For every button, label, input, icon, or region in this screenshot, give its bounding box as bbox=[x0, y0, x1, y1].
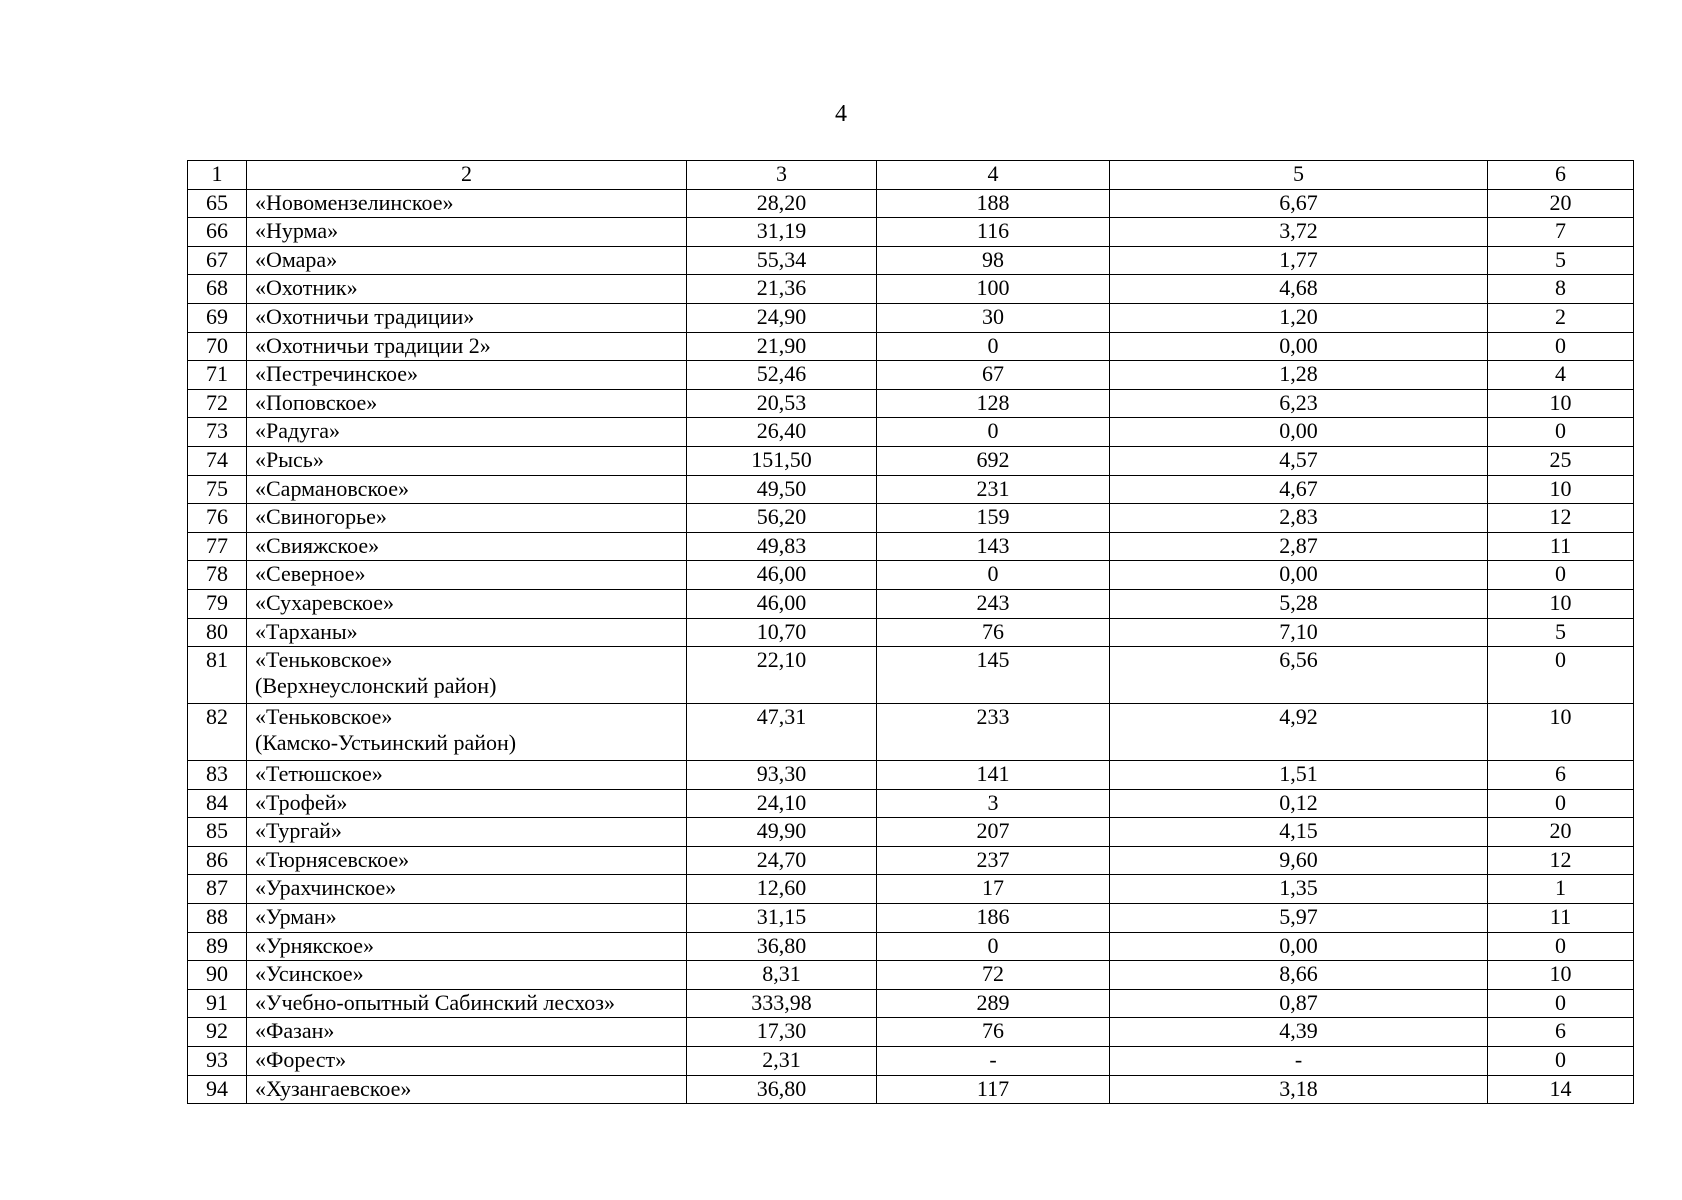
value-cell-col3: 24,90 bbox=[687, 303, 877, 332]
value-cell-col4: 141 bbox=[877, 761, 1110, 790]
value-cell-col6: 10 bbox=[1488, 389, 1634, 418]
name-cell bbox=[247, 189, 687, 218]
table-row bbox=[188, 704, 1634, 761]
name-text: «Усинское» bbox=[255, 961, 364, 987]
value-cell-col6: 0 bbox=[1488, 989, 1634, 1018]
name-text: «Рысь» bbox=[255, 446, 324, 472]
value-cell-col5: 0,00 bbox=[1110, 332, 1488, 361]
name-subtext: (Камско-Устьинский район) bbox=[255, 730, 517, 756]
name-text: «Омара» bbox=[255, 246, 338, 272]
value-cell-col5: 6,56 bbox=[1110, 647, 1488, 704]
table-row bbox=[188, 1047, 1634, 1076]
value-cell-col4: 0 bbox=[877, 561, 1110, 590]
row-number-cell: 90 bbox=[188, 961, 247, 990]
name-cell bbox=[247, 332, 687, 361]
value-cell-col4: 145 bbox=[877, 647, 1110, 704]
row-number-cell: 67 bbox=[188, 246, 247, 275]
row-number-cell: 73 bbox=[188, 418, 247, 447]
name-cell bbox=[247, 418, 687, 447]
value-cell-col5: 2,83 bbox=[1110, 504, 1488, 533]
row-number-cell: 77 bbox=[188, 532, 247, 561]
value-cell-col6: 10 bbox=[1488, 961, 1634, 990]
row-number-cell: 81 bbox=[188, 647, 247, 704]
table-row bbox=[188, 1075, 1634, 1104]
value-cell-col3: 31,15 bbox=[687, 904, 877, 933]
value-cell-col4: 116 bbox=[877, 218, 1110, 247]
table-row bbox=[188, 618, 1634, 647]
value-cell-col3: 46,00 bbox=[687, 561, 877, 590]
value-cell-col4: 207 bbox=[877, 818, 1110, 847]
value-cell-col3: 36,80 bbox=[687, 1075, 877, 1104]
value-cell-col3: 12,60 bbox=[687, 875, 877, 904]
value-cell-col6: 12 bbox=[1488, 504, 1634, 533]
value-cell-col6: 8 bbox=[1488, 275, 1634, 304]
name-cell bbox=[247, 361, 687, 390]
value-cell-col5: 4,39 bbox=[1110, 1018, 1488, 1047]
value-cell-col5: 5,28 bbox=[1110, 589, 1488, 618]
header-cell: 2 bbox=[247, 161, 687, 190]
table-row bbox=[188, 389, 1634, 418]
value-cell-col6: 12 bbox=[1488, 846, 1634, 875]
value-cell-col3: 21,36 bbox=[687, 275, 877, 304]
table-row bbox=[188, 961, 1634, 990]
value-cell-col3: 36,80 bbox=[687, 932, 877, 961]
value-cell-col4: 128 bbox=[877, 389, 1110, 418]
header-cell: 5 bbox=[1110, 161, 1488, 190]
value-cell-col3: 52,46 bbox=[687, 361, 877, 390]
row-number-cell: 72 bbox=[188, 389, 247, 418]
table-row bbox=[188, 989, 1634, 1018]
row-number-cell: 68 bbox=[188, 275, 247, 304]
name-cell bbox=[247, 589, 687, 618]
name-text: «Сухаревское» bbox=[255, 589, 394, 615]
value-cell-col4: 76 bbox=[877, 618, 1110, 647]
table-row bbox=[188, 761, 1634, 790]
value-cell-col4: 233 bbox=[877, 704, 1110, 761]
value-cell-col6: 20 bbox=[1488, 818, 1634, 847]
table-row bbox=[188, 561, 1634, 590]
table-row bbox=[188, 475, 1634, 504]
table-row bbox=[188, 532, 1634, 561]
value-cell-col6: 6 bbox=[1488, 761, 1634, 790]
value-cell-col6: 11 bbox=[1488, 904, 1634, 933]
value-cell-col3: 49,50 bbox=[687, 475, 877, 504]
value-cell-col3: 24,10 bbox=[687, 789, 877, 818]
value-cell-col6: 0 bbox=[1488, 332, 1634, 361]
value-cell-col3: 28,20 bbox=[687, 189, 877, 218]
value-cell-col4: 30 bbox=[877, 303, 1110, 332]
name-cell bbox=[247, 875, 687, 904]
value-cell-col6: 2 bbox=[1488, 303, 1634, 332]
name-text: «Трофей» bbox=[255, 789, 348, 815]
row-number-cell: 76 bbox=[188, 504, 247, 533]
name-text: «Нурма» bbox=[255, 218, 339, 244]
value-cell-col5: 6,67 bbox=[1110, 189, 1488, 218]
value-cell-col6: 6 bbox=[1488, 1018, 1634, 1047]
name-text: «Форест» bbox=[255, 1047, 347, 1073]
name-cell bbox=[247, 1047, 687, 1076]
value-cell-col5: 0,00 bbox=[1110, 561, 1488, 590]
value-cell-col6: 10 bbox=[1488, 589, 1634, 618]
name-text: «Свияжское» bbox=[255, 532, 380, 558]
header-cell: 3 bbox=[687, 161, 877, 190]
name-cell bbox=[247, 532, 687, 561]
value-cell-col5: 7,10 bbox=[1110, 618, 1488, 647]
value-cell-col6: 1 bbox=[1488, 875, 1634, 904]
name-cell bbox=[247, 303, 687, 332]
value-cell-col6: 10 bbox=[1488, 704, 1634, 761]
value-cell-col4: 143 bbox=[877, 532, 1110, 561]
data-table bbox=[187, 160, 1634, 1104]
name-cell bbox=[247, 932, 687, 961]
name-text: «Фазан» bbox=[255, 1018, 335, 1044]
value-cell-col6: 0 bbox=[1488, 418, 1634, 447]
value-cell-col6: 7 bbox=[1488, 218, 1634, 247]
value-cell-col4: 289 bbox=[877, 989, 1110, 1018]
value-cell-col6: 11 bbox=[1488, 532, 1634, 561]
value-cell-col5: 0,12 bbox=[1110, 789, 1488, 818]
value-cell-col4: 117 bbox=[877, 1075, 1110, 1104]
value-cell-col6: 0 bbox=[1488, 647, 1634, 704]
name-cell bbox=[247, 389, 687, 418]
name-text: «Учебно-опытный Сабинский лесхоз» bbox=[255, 989, 615, 1015]
row-number-cell: 65 bbox=[188, 189, 247, 218]
table-row bbox=[188, 218, 1634, 247]
value-cell-col6: 10 bbox=[1488, 475, 1634, 504]
value-cell-col4: 0 bbox=[877, 932, 1110, 961]
name-text: «Новомензелинское» bbox=[255, 189, 454, 215]
name-cell bbox=[247, 1075, 687, 1104]
value-cell-col3: 49,90 bbox=[687, 818, 877, 847]
table-row bbox=[188, 246, 1634, 275]
value-cell-col3: 22,10 bbox=[687, 647, 877, 704]
value-cell-col4: 100 bbox=[877, 275, 1110, 304]
value-cell-col3: 47,31 bbox=[687, 704, 877, 761]
row-number-cell: 85 bbox=[188, 818, 247, 847]
name-text: «Урман» bbox=[255, 904, 337, 930]
value-cell-col5: 3,72 bbox=[1110, 218, 1488, 247]
name-cell bbox=[247, 246, 687, 275]
name-subtext: (Верхнеуслонский район) bbox=[255, 673, 497, 699]
row-number-cell: 84 bbox=[188, 789, 247, 818]
table-row bbox=[188, 647, 1634, 704]
value-cell-col5: 4,67 bbox=[1110, 475, 1488, 504]
value-cell-col5: 4,15 bbox=[1110, 818, 1488, 847]
value-cell-col4: 186 bbox=[877, 904, 1110, 933]
value-cell-col5: 9,60 bbox=[1110, 846, 1488, 875]
value-cell-col3: 333,98 bbox=[687, 989, 877, 1018]
value-cell-col5: 1,20 bbox=[1110, 303, 1488, 332]
value-cell-col6: 20 bbox=[1488, 189, 1634, 218]
name-cell bbox=[247, 504, 687, 533]
value-cell-col3: 21,90 bbox=[687, 332, 877, 361]
name-cell bbox=[247, 904, 687, 933]
value-cell-col3: 10,70 bbox=[687, 618, 877, 647]
row-number-cell: 86 bbox=[188, 846, 247, 875]
value-cell-col4: 692 bbox=[877, 446, 1110, 475]
value-cell-col6: 5 bbox=[1488, 618, 1634, 647]
name-text: «Тургай» bbox=[255, 818, 342, 844]
row-number-cell: 78 bbox=[188, 561, 247, 590]
table-row bbox=[188, 789, 1634, 818]
table-row bbox=[188, 418, 1634, 447]
value-cell-col5: 1,51 bbox=[1110, 761, 1488, 790]
name-cell bbox=[247, 561, 687, 590]
name-text: «Тюрнясевское» bbox=[255, 846, 410, 872]
value-cell-col3: 20,53 bbox=[687, 389, 877, 418]
row-number-cell: 87 bbox=[188, 875, 247, 904]
table-row bbox=[188, 818, 1634, 847]
value-cell-col5: 1,77 bbox=[1110, 246, 1488, 275]
row-number-cell: 80 bbox=[188, 618, 247, 647]
row-number-cell: 83 bbox=[188, 761, 247, 790]
name-text: «Радуга» bbox=[255, 418, 340, 444]
value-cell-col5: 2,87 bbox=[1110, 532, 1488, 561]
name-cell bbox=[247, 818, 687, 847]
header-cell: 4 bbox=[877, 161, 1110, 190]
row-number-cell: 88 bbox=[188, 904, 247, 933]
value-cell-col5: 3,18 bbox=[1110, 1075, 1488, 1104]
name-cell bbox=[247, 647, 687, 704]
name-text: «Теньковское» bbox=[255, 704, 393, 730]
value-cell-col4: 231 bbox=[877, 475, 1110, 504]
table-row bbox=[188, 332, 1634, 361]
value-cell-col4: 67 bbox=[877, 361, 1110, 390]
value-cell-col3: 56,20 bbox=[687, 504, 877, 533]
value-cell-col4: 159 bbox=[877, 504, 1110, 533]
table-row bbox=[188, 504, 1634, 533]
name-text: «Сармановское» bbox=[255, 475, 410, 501]
header-row bbox=[188, 161, 1634, 190]
name-text: «Охотничьи традиции» bbox=[255, 303, 475, 329]
value-cell-col3: 49,83 bbox=[687, 532, 877, 561]
name-cell bbox=[247, 961, 687, 990]
value-cell-col5: 0,00 bbox=[1110, 418, 1488, 447]
name-cell bbox=[247, 218, 687, 247]
value-cell-col6: 25 bbox=[1488, 446, 1634, 475]
header-cell: 6 bbox=[1488, 161, 1634, 190]
value-cell-col6: 14 bbox=[1488, 1075, 1634, 1104]
name-cell bbox=[247, 618, 687, 647]
table-row bbox=[188, 361, 1634, 390]
name-text: «Охотник» bbox=[255, 275, 358, 301]
name-text: «Урахчинское» bbox=[255, 875, 397, 901]
name-cell bbox=[247, 989, 687, 1018]
name-cell bbox=[247, 704, 687, 761]
row-number-cell: 79 bbox=[188, 589, 247, 618]
name-cell bbox=[247, 846, 687, 875]
value-cell-col4: 0 bbox=[877, 332, 1110, 361]
value-cell-col4: 17 bbox=[877, 875, 1110, 904]
value-cell-col3: 17,30 bbox=[687, 1018, 877, 1047]
table-row bbox=[188, 932, 1634, 961]
value-cell-col4: 188 bbox=[877, 189, 1110, 218]
value-cell-col5: 6,23 bbox=[1110, 389, 1488, 418]
row-number-cell: 91 bbox=[188, 989, 247, 1018]
value-cell-col6: 4 bbox=[1488, 361, 1634, 390]
header-cell: 1 bbox=[188, 161, 247, 190]
value-cell-col5: 5,97 bbox=[1110, 904, 1488, 933]
value-cell-col5: - bbox=[1110, 1047, 1488, 1076]
table-row bbox=[188, 589, 1634, 618]
name-text: «Тарханы» bbox=[255, 618, 358, 644]
value-cell-col6: 0 bbox=[1488, 789, 1634, 818]
row-number-cell: 94 bbox=[188, 1075, 247, 1104]
value-cell-col6: 0 bbox=[1488, 1047, 1634, 1076]
table-row bbox=[188, 904, 1634, 933]
table-row bbox=[188, 275, 1634, 304]
name-cell bbox=[247, 275, 687, 304]
value-cell-col4: 72 bbox=[877, 961, 1110, 990]
value-cell-col5: 4,57 bbox=[1110, 446, 1488, 475]
value-cell-col3: 2,31 bbox=[687, 1047, 877, 1076]
row-number-cell: 75 bbox=[188, 475, 247, 504]
value-cell-col6: 0 bbox=[1488, 932, 1634, 961]
value-cell-col5: 1,35 bbox=[1110, 875, 1488, 904]
name-text: «Пестречинское» bbox=[255, 361, 419, 387]
value-cell-col6: 5 bbox=[1488, 246, 1634, 275]
name-cell bbox=[247, 446, 687, 475]
value-cell-col3: 8,31 bbox=[687, 961, 877, 990]
name-text: «Теньковское» bbox=[255, 647, 393, 673]
row-number-cell: 82 bbox=[188, 704, 247, 761]
value-cell-col5: 0,00 bbox=[1110, 932, 1488, 961]
value-cell-col3: 151,50 bbox=[687, 446, 877, 475]
row-number-cell: 66 bbox=[188, 218, 247, 247]
value-cell-col4: 243 bbox=[877, 589, 1110, 618]
value-cell-col3: 55,34 bbox=[687, 246, 877, 275]
row-number-cell: 93 bbox=[188, 1047, 247, 1076]
table-row bbox=[188, 303, 1634, 332]
table-row bbox=[188, 846, 1634, 875]
row-number-cell: 71 bbox=[188, 361, 247, 390]
value-cell-col3: 26,40 bbox=[687, 418, 877, 447]
value-cell-col3: 93,30 bbox=[687, 761, 877, 790]
table-row bbox=[188, 189, 1634, 218]
table-row bbox=[188, 1018, 1634, 1047]
value-cell-col3: 24,70 bbox=[687, 846, 877, 875]
table-row bbox=[188, 875, 1634, 904]
name-cell bbox=[247, 789, 687, 818]
value-cell-col6: 0 bbox=[1488, 561, 1634, 590]
value-cell-col4: - bbox=[877, 1047, 1110, 1076]
row-number-cell: 92 bbox=[188, 1018, 247, 1047]
name-text: «Тетюшское» bbox=[255, 761, 383, 787]
row-number-cell: 70 bbox=[188, 332, 247, 361]
page-number: 4 bbox=[835, 101, 847, 127]
name-cell bbox=[247, 1018, 687, 1047]
row-number-cell: 69 bbox=[188, 303, 247, 332]
name-text: «Урнякское» bbox=[255, 932, 375, 958]
value-cell-col4: 3 bbox=[877, 789, 1110, 818]
value-cell-col4: 0 bbox=[877, 418, 1110, 447]
value-cell-col4: 237 bbox=[877, 846, 1110, 875]
row-number-cell: 89 bbox=[188, 932, 247, 961]
value-cell-col5: 1,28 bbox=[1110, 361, 1488, 390]
table-row bbox=[188, 446, 1634, 475]
row-number-cell: 74 bbox=[188, 446, 247, 475]
name-cell bbox=[247, 475, 687, 504]
name-text: «Свиногорье» bbox=[255, 504, 387, 530]
value-cell-col5: 4,68 bbox=[1110, 275, 1488, 304]
value-cell-col4: 76 bbox=[877, 1018, 1110, 1047]
name-text: «Хузангаевское» bbox=[255, 1075, 412, 1101]
value-cell-col3: 46,00 bbox=[687, 589, 877, 618]
name-cell bbox=[247, 761, 687, 790]
name-text: «Охотничьи традиции 2» bbox=[255, 332, 491, 358]
value-cell-col5: 8,66 bbox=[1110, 961, 1488, 990]
value-cell-col5: 4,92 bbox=[1110, 704, 1488, 761]
name-text: «Северное» bbox=[255, 561, 366, 587]
name-text: «Поповское» bbox=[255, 389, 378, 415]
value-cell-col5: 0,87 bbox=[1110, 989, 1488, 1018]
value-cell-col4: 98 bbox=[877, 246, 1110, 275]
value-cell-col3: 31,19 bbox=[687, 218, 877, 247]
